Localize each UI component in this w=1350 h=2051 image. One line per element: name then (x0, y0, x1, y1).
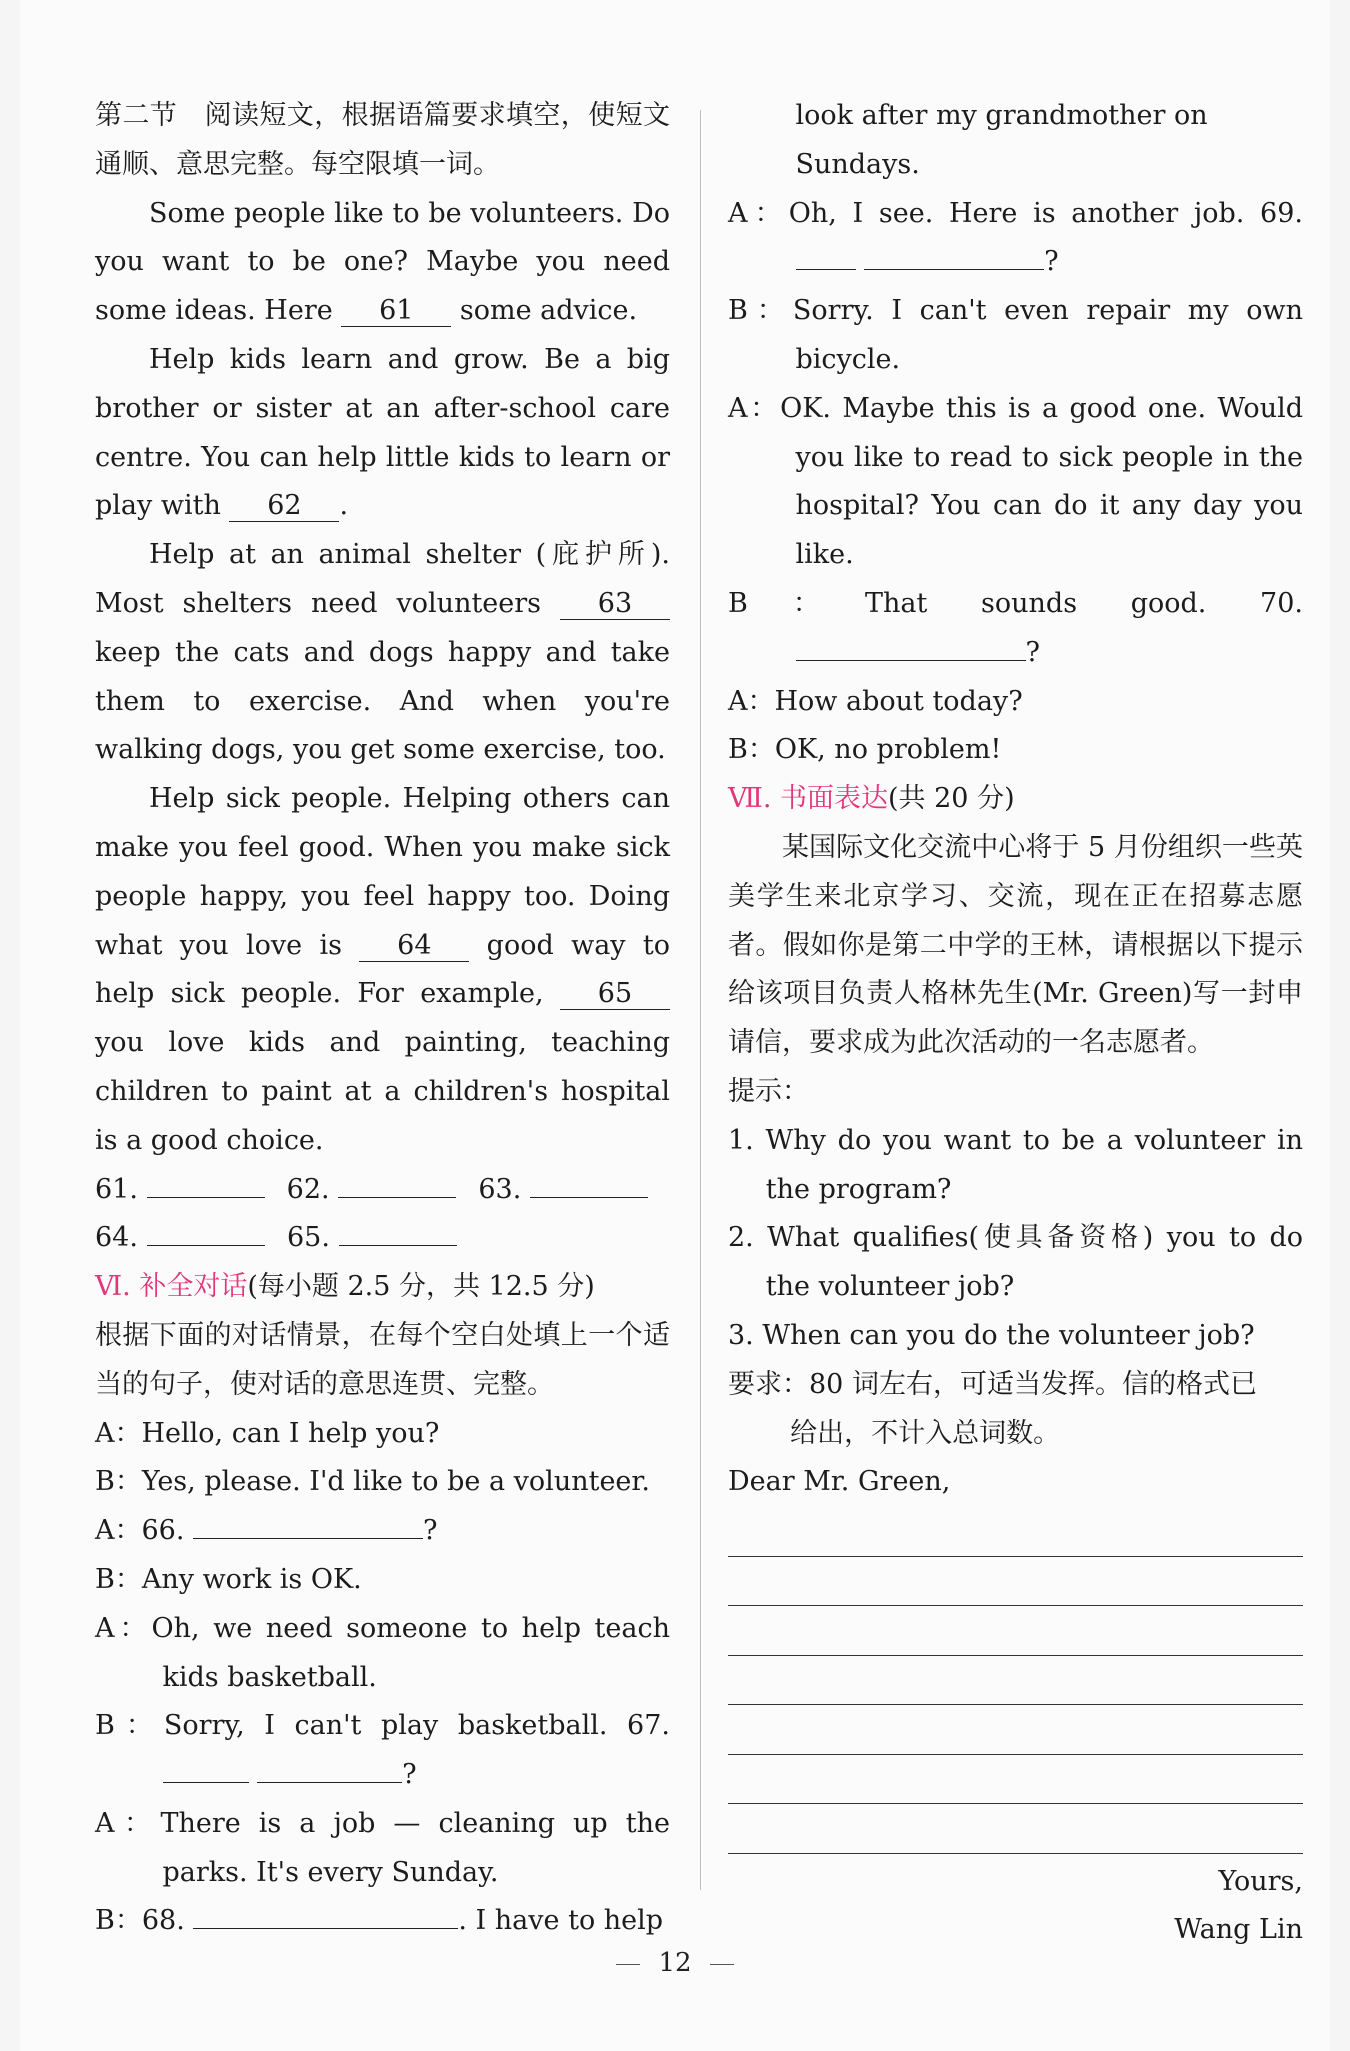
dialogue-line: A：There is a job — cleaning up the parks. It's every Sunday. (95, 1807, 670, 1888)
answer-label-63: 63. (478, 1173, 522, 1205)
answer-blank-64[interactable] (147, 1245, 265, 1246)
dialogue-line-continued: look after my grandmother on Sundays. (795, 100, 1208, 180)
requirement-line: 要求：80 词左右，可适当发挥。信的格式已 (728, 1368, 1257, 1400)
passage-paragraph-2: Help kids learn and grow. Be a big brother or sister at an after-school care centre. You can help little kids to learn or play with 62 . (95, 343, 670, 522)
page-number-footer (0, 1948, 1350, 1978)
dialogue-line: A：How about today? (728, 685, 1023, 717)
blank-64[interactable]: 64 (359, 931, 469, 962)
hint-label: 提示： (728, 1075, 809, 1107)
dialogue-line: B：OK, no problem! (728, 734, 1002, 766)
requirement-line: 给出，不计入总词数。 (790, 1417, 1061, 1449)
blank-61[interactable]: 61 (341, 296, 451, 327)
writing-line[interactable] (728, 1705, 1303, 1755)
section-header: 第二节 阅读短文，根据语篇要求填空，使短文通顺、意思完整。每空限填一词。 (95, 100, 670, 180)
left-column (95, 92, 670, 1946)
writing-line[interactable] (728, 1656, 1303, 1706)
blank-68[interactable] (193, 1928, 458, 1929)
section-6-points: (每小题 2.5 分，共 12.5 分) (247, 1271, 595, 1303)
section-7-points: (共 20 分) (888, 783, 1015, 815)
writing-line[interactable] (728, 1507, 1303, 1557)
answer-label-65: 65. (287, 1222, 330, 1254)
letter-signature: Wang Lin (1174, 1914, 1303, 1946)
passage-paragraph-3: Help at an animal shelter (庇护所). Most shelters need volunteers 63 keep the cats and dogs happy and take them to exercise. And when you're walking dogs, you get some exercise, too. (95, 539, 670, 766)
passage-paragraph-1: Some people like to be volunteers. Do you want to be one? Maybe you need some ideas. Here 61 some advice. (95, 197, 670, 327)
dialogue-line-68: B：68. . I have to help (95, 1905, 664, 1937)
dialogue-line: A：OK. Maybe this is a good one. Would you like to read to sick people in the hospital? You can do it any day you like. (728, 392, 1303, 571)
blank-65[interactable]: 65 (560, 979, 670, 1010)
hint-item: 3. When can you do the volunteer job? (728, 1319, 1255, 1351)
section-7-heading (728, 775, 1303, 824)
answer-blank-62[interactable] (338, 1197, 456, 1198)
answer-row-1 (95, 1166, 670, 1215)
page-number: 12 (658, 1948, 692, 1978)
footer-dash (616, 1964, 640, 1965)
blank-66[interactable] (193, 1538, 423, 1539)
blank-69a[interactable] (796, 269, 856, 270)
dialogue-line-69: A：Oh, I see. Here is another job. 69. ? (728, 197, 1303, 278)
answer-blank-63[interactable] (530, 1197, 648, 1198)
dialogue-line-66: A：66. ? (95, 1515, 438, 1547)
right-column (728, 92, 1303, 1955)
writing-area[interactable] (728, 1507, 1303, 1854)
dialogue-line-67: B：Sorry, I can't play basketball. 67. ? (95, 1710, 670, 1791)
answer-label-61: 61. (95, 1173, 138, 1205)
dialogue-line: B：Sorry. I can't even repair my own bicycle. (728, 295, 1303, 375)
answer-label-62: 62. (286, 1173, 330, 1205)
dialogue-line: A：Hello, can I help you? (95, 1417, 440, 1449)
letter-closing: Yours, (1218, 1865, 1303, 1897)
answer-blank-65[interactable] (339, 1245, 457, 1246)
section-7-instructions: 某国际文化交流中心将于 5 月份组织一些英美学生来北京学习、交流，现在正在招募志愿者。假如你是第二中学的王林，请根据以下提示给该项目负责人格林先生(Mr. Green)写一封申请信，要求成为此次活动的一名志愿者。 (728, 831, 1303, 1059)
section-6-heading (95, 1263, 670, 1312)
writing-line[interactable] (728, 1606, 1303, 1656)
answer-label-64: 64. (95, 1222, 138, 1254)
section-6-instructions: 根据下面的对话情景，在每个空白处填上一个适当的句子，使对话的意思连贯、完整。 (95, 1319, 670, 1400)
dialogue-line: A：Oh, we need someone to help teach kids basketball. (95, 1612, 670, 1693)
answer-blank-61[interactable] (147, 1197, 265, 1198)
blank-67b[interactable] (257, 1782, 402, 1783)
blank-63[interactable]: 63 (560, 589, 670, 620)
answer-row-2 (95, 1214, 670, 1263)
passage-paragraph-4: Help sick people. Helping others can make you feel good. When you make sick people happy, you feel happy too. Doing what you love is 64 good way to help sick people. For example, 65 you love kids and painting, teaching children to paint at a children's hospital is a good choice. (95, 783, 670, 1156)
section-7-title: Ⅶ. 书面表达 (728, 783, 889, 815)
blank-69b[interactable] (864, 269, 1044, 270)
blank-67a[interactable] (163, 1782, 249, 1783)
writing-line[interactable] (728, 1557, 1303, 1607)
hint-item: 1. Why do you want to be a volunteer in the program? (728, 1124, 1303, 1205)
letter-salutation: Dear Mr. Green, (728, 1466, 951, 1498)
section-6-title: Ⅵ. 补全对话 (95, 1271, 248, 1303)
dialogue-line: B：Any work is OK. (95, 1563, 362, 1595)
writing-line[interactable] (728, 1755, 1303, 1805)
footer-dash (710, 1964, 734, 1965)
dialogue-line: B：Yes, please. I'd like to be a volunteer. (95, 1466, 650, 1498)
blank-70[interactable] (796, 660, 1026, 661)
hint-item: 2. What qualifies(使具备资格) you to do the volunteer job? (728, 1222, 1303, 1303)
column-divider (700, 110, 701, 1890)
blank-62[interactable]: 62 (229, 491, 339, 522)
writing-line[interactable] (728, 1804, 1303, 1854)
dialogue-line-70: B：That sounds good. 70. ? (728, 587, 1303, 668)
